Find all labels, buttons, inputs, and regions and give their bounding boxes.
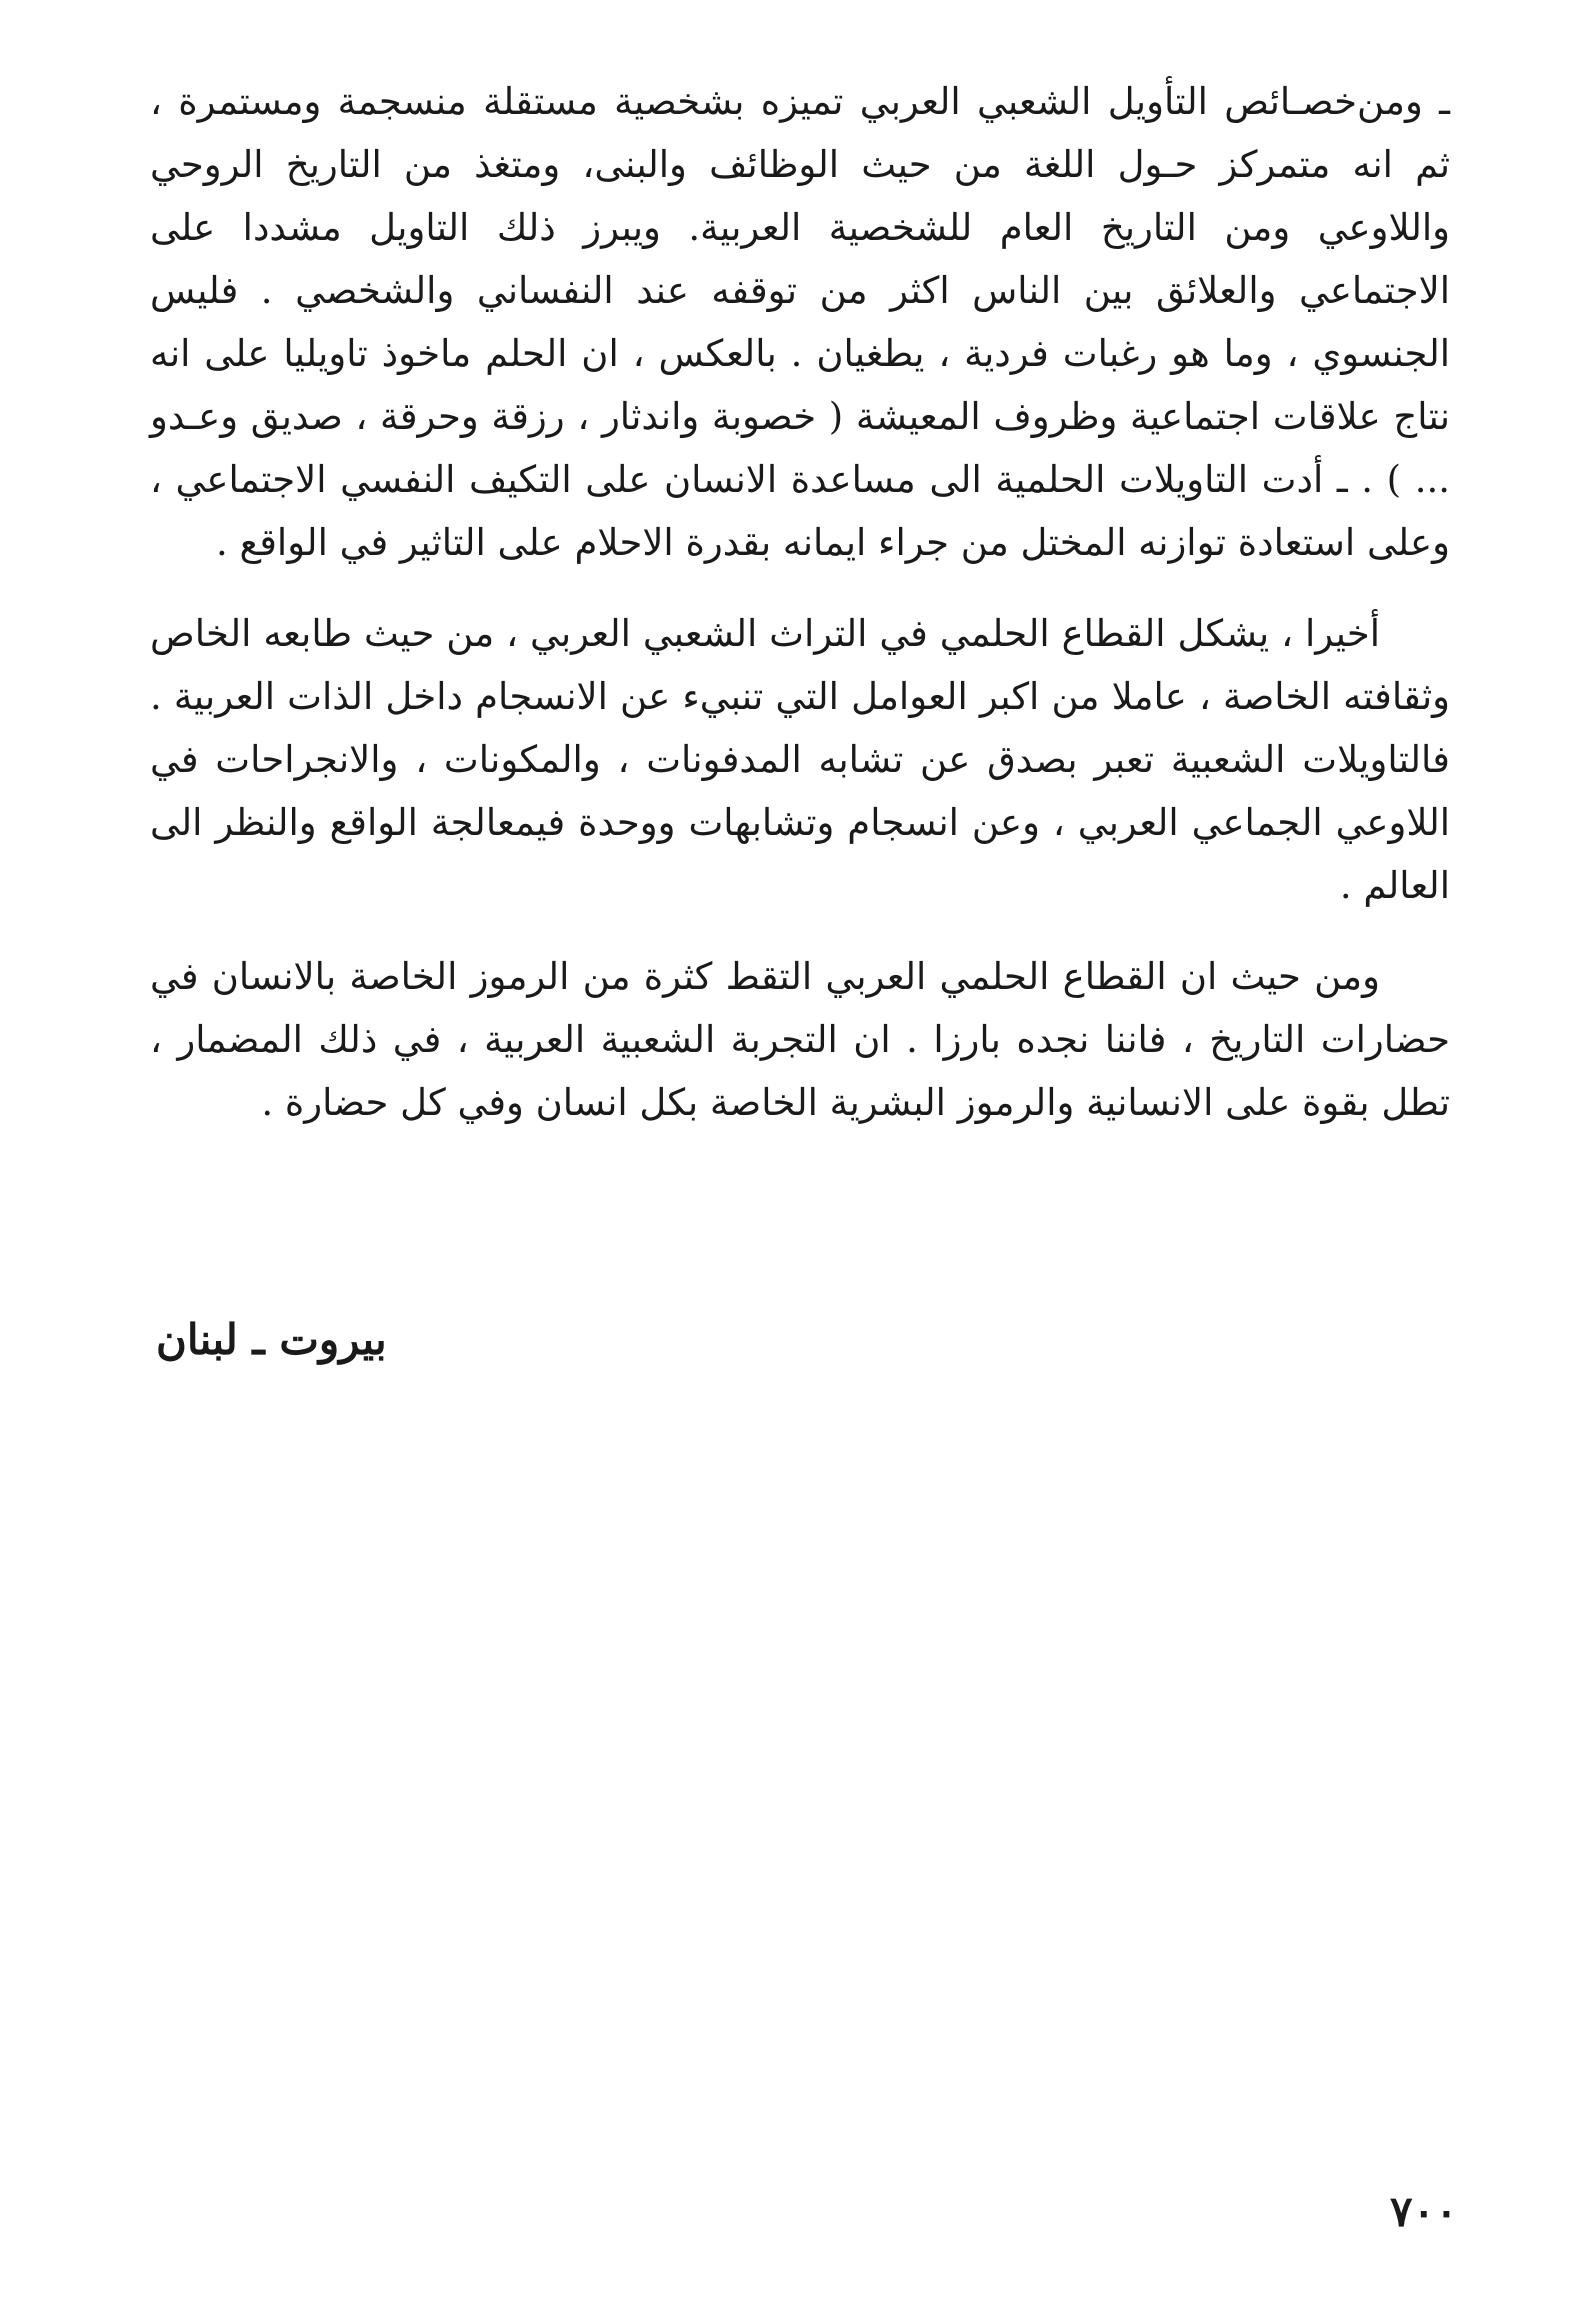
paragraph-1: ـ ومن‌خصـائص التأويل الشعبي العربي تميزه بشخصية مستقلة منسجمة ومستمرة ، ثم انه متمركز حـول اللغة من حيث الوظائف والبنى، ومتغذ من التاريخ الروحي واللاوعي ومن التاريخ العام للشخصية العربية. ويبرز ذلك التاويل مشددا على الاجتماعي والعلائق بين الناس اكثر من توقفه عند النفساني والشخصي . فليس الجنسوي ، وما هو رغبات فردية ، يطغيان . بالعكس ، ان الحلم ماخوذ تاويليا على انه نتاج علاقات اجتماعية وظروف المعيشة ( خصوبة واندثار ، رزقة وحرقة ، صديق وعـدو ... ) . ـ أدت التاويلات الحلمية الى مساعدة الانسان على التكيف النفسي الاجتماعي ، وعلى استعادة توازنه المختل من جراء ايمانه بقدرة الاحلام على التاثير في الواقع . — [150, 80, 1450, 564]
paragraph-2: أخيرا ، يشكل القطاع الحلمي في التراث الشعبي العربي ، من حيث طابعه الخاص وثقافته الخاصة ، عاملا من اكبر العوامل التي تنبيء عن الانسجام داخل الذات العربية . فالتاويلات الشعبية تعبر بصدق عن تشابه المدفونات ، والمكونات ، والانجراحات في اللاوعي الجماعي العربي ، وعن انسجام وتشابهات ووحدة فيمعالجة الواقع والنظر الى العالم . — [150, 612, 1450, 907]
body-text — [150, 70, 1450, 1134]
location-signature: بيروت ـ لبنان — [156, 1315, 387, 1364]
document-page — [150, 70, 1458, 2250]
paragraph-3: ومن حيث ان القطاع الحلمي العربي التقط كثرة من الرموز الخاصة بالانسان في حضارات التاريخ ، فاننا نجده بارزا . ان التجربة الشعبية العربية ، في ذلك المضمار ، تطل بقوة على الانسانية والرموز البشرية الخاصة بكل انسان وفي كل حضارة . — [150, 955, 1450, 1124]
page-number: ٧٠٠ — [1390, 2187, 1458, 2236]
